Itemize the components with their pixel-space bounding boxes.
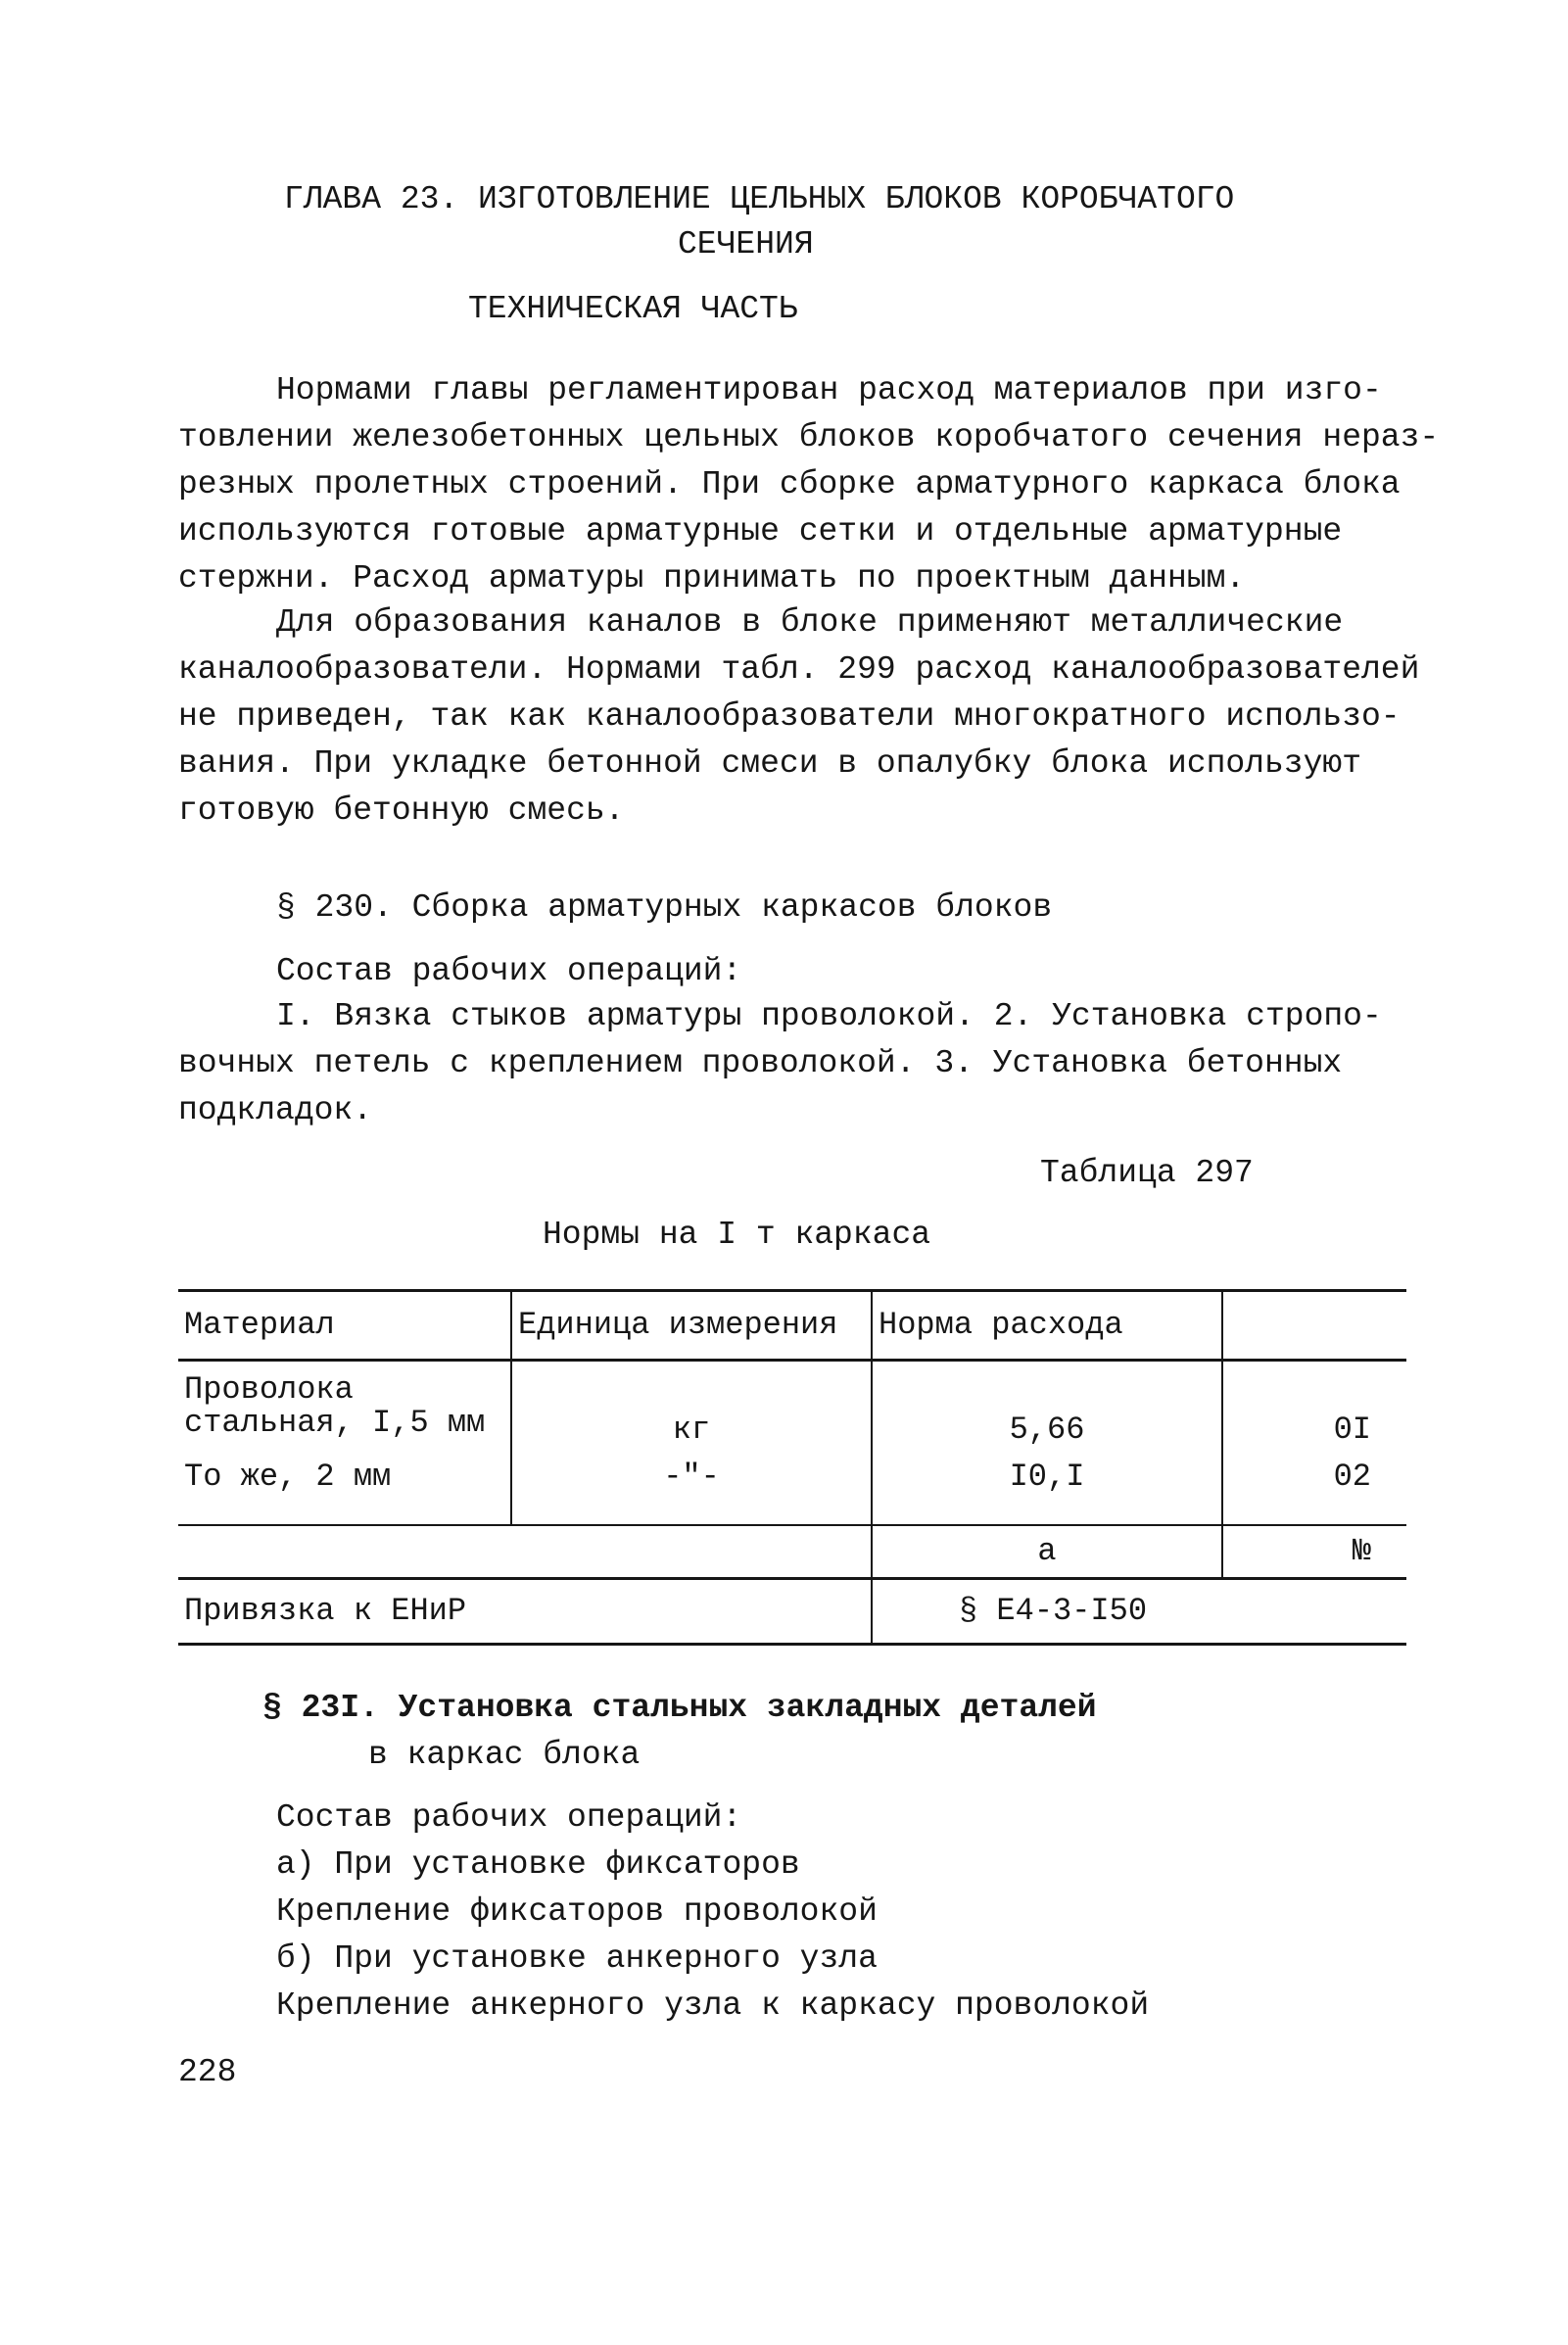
page-number: 228 [178, 2054, 237, 2090]
binding-label: Привязка к ЕНиР [178, 1579, 872, 1645]
column-header: Единица измерения [511, 1291, 872, 1361]
section-230-heading: § 230. Сборка арматурных каркасов блоков [276, 889, 1053, 926]
intro-paragraph-1 [178, 367, 1440, 602]
text-line: Крепление фиксаторов проволокой [276, 1893, 878, 1930]
text-line: товлении железобетонных цельных блоков коробчатого сечения нераз- [178, 419, 1440, 455]
binding-value: § Е4-3-I50 [872, 1579, 1406, 1645]
material-cell: То же, 2 мм [178, 1454, 511, 1525]
binding-row [178, 1579, 1406, 1645]
text-line: готовую бетонную смесь. [178, 792, 625, 829]
table-header-row [178, 1291, 1406, 1361]
text-line: стержни. Расход арматуры принимать по проектным данным. [178, 560, 1246, 597]
intro-paragraph-2 [178, 599, 1422, 835]
section-231-body [178, 1795, 1422, 2030]
text-line: подкладок. [178, 1092, 373, 1128]
section-title: ТЕХНИЧЕСКАЯ ЧАСТЬ [468, 291, 798, 327]
text-line: I. Вязка стыков арматуры проволокой. 2. Установка стропо- [276, 998, 1382, 1034]
table-caption: Нормы на I т каркаса [543, 1217, 931, 1253]
footer-number-sign: № [1222, 1525, 1406, 1579]
code-cell: 02 [1222, 1454, 1406, 1525]
column-header: Норма расхода [872, 1291, 1222, 1361]
table-footer-row [178, 1525, 1406, 1579]
text-line: не приведен, так как каналообразователи многократного использо- [178, 698, 1401, 735]
table-number: Таблица 297 [1040, 1155, 1254, 1191]
section-231-heading-continued: в каркас блока [368, 1737, 641, 1773]
material-name: Проволока [184, 1371, 354, 1408]
norm-cell: 5,66 [872, 1361, 1222, 1455]
code-cell: 0I [1333, 1412, 1371, 1448]
table-row [178, 1454, 1406, 1525]
text-line: вочных петель с креплением проволокой. 3. Установка бетонных [178, 1045, 1343, 1081]
text-line: используются готовые арматурные сетки и отдельные арматурные [178, 513, 1343, 550]
text-line: б) При установке анкерного узла [276, 1940, 878, 1977]
material-spec: стальная, I,5 мм [184, 1405, 486, 1441]
norms-table [178, 1289, 1406, 1646]
section-230-ops-label: Состав рабочих операций: [276, 953, 742, 989]
text-line: резных пролетных строений. При сборке арматурного каркаса блока [178, 466, 1401, 502]
text-line: вания. При укладке бетонной смеси в опалубку блока используют [178, 745, 1361, 782]
text-line: Нормами главы регламентирован расход материалов при изго- [276, 372, 1382, 408]
section-230-ops-text [178, 993, 1422, 1134]
footer-letter: а [872, 1525, 1222, 1579]
column-header: Материал [178, 1291, 511, 1361]
text-line: Для образования каналов в блоке применяют металлические [276, 604, 1344, 641]
unit-cell: -"- [511, 1454, 872, 1525]
material-cell [178, 1361, 511, 1455]
text-line: Крепление анкерного узла к каркасу проволокой [276, 1987, 1150, 2024]
unit-cell: кг [511, 1361, 872, 1455]
text-line: а) При установке фиксаторов [276, 1846, 800, 1883]
norm-cell: I0,I [872, 1454, 1222, 1525]
chapter-title-continued: СЕЧЕНИЯ [678, 226, 814, 263]
table-row [178, 1361, 1406, 1455]
section-231-heading: § 23I. Установка стальных закладных деталей [262, 1690, 1097, 1726]
text-line: Состав рабочих операций: [276, 1799, 742, 1836]
chapter-title: ГЛАВА 23. ИЗГОТОВЛЕНИЕ ЦЕЛЬНЫХ БЛОКОВ КОРОБЧАТОГО [284, 181, 1235, 217]
column-header [1222, 1291, 1406, 1361]
text-line: каналообразователи. Нормами табл. 299 расход каналообразователей [178, 651, 1420, 688]
